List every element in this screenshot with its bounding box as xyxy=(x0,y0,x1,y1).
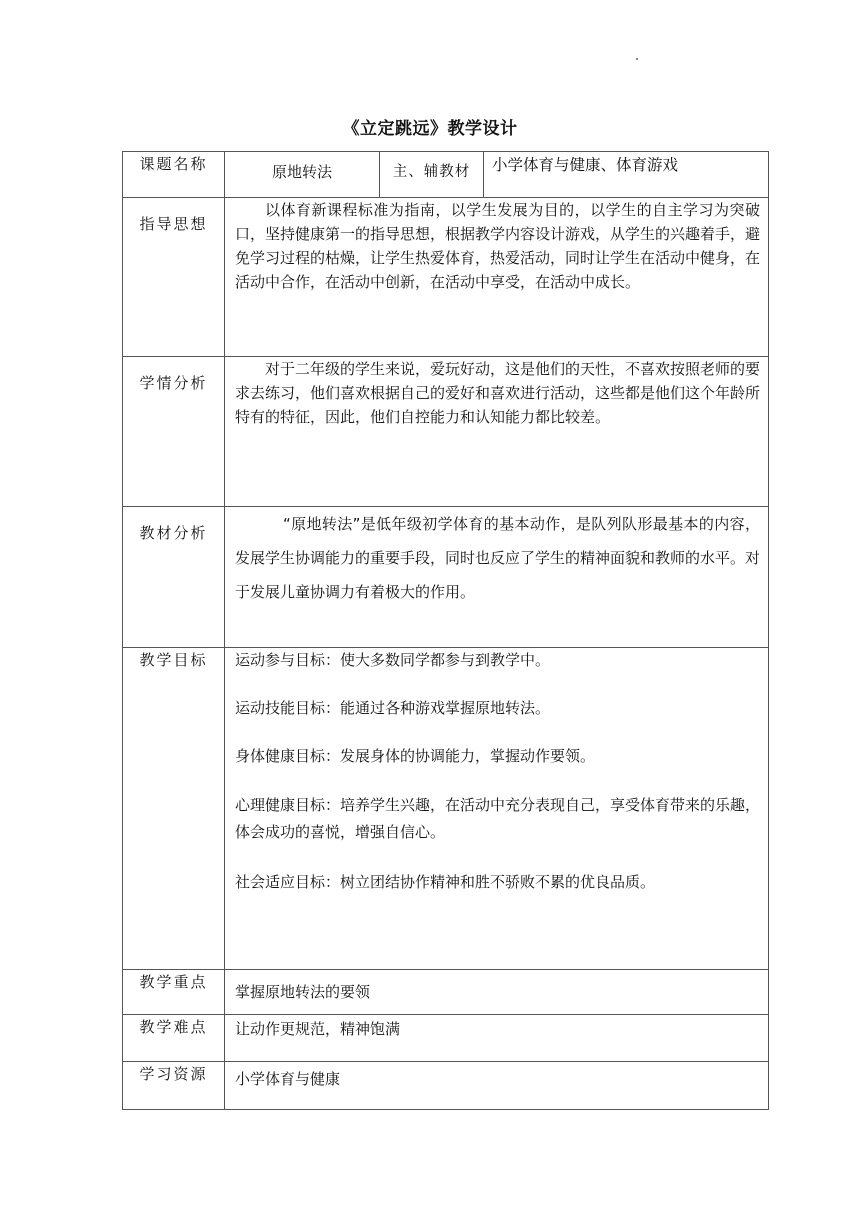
row-topic xyxy=(123,152,769,198)
difficulties-text: 让动作更规范，精神饱满 xyxy=(235,1020,401,1038)
label-guiding-thought: 指导思想 xyxy=(123,198,225,357)
row-difficulties xyxy=(123,1015,769,1062)
teaching-goals-cell xyxy=(225,648,769,970)
label-teaching-goals: 教学目标 xyxy=(123,648,225,970)
page-marker-dot xyxy=(636,58,638,60)
row-material-analysis xyxy=(123,507,769,648)
label-material-analysis: 教材分析 xyxy=(123,507,225,648)
goal-item: 社会适应目标：树立团结协作精神和胜不骄败不累的优良品质。 xyxy=(235,873,656,891)
goal-item: 心理健康目标：培养学生兴趣，在活动中充分表现自己，享受体育带来的乐趣，体会成功的喜悦，增强自信心。 xyxy=(235,796,761,841)
goal-item: 运动技能目标：能通过各种游戏掌握原地转法。 xyxy=(235,699,551,717)
document-title: 《立定跳远》教学设计 xyxy=(342,119,518,139)
key-points-cell xyxy=(225,970,769,1015)
material-analysis-cell xyxy=(225,507,769,648)
label-main-materials: 主、辅教材 xyxy=(380,152,484,198)
material-analysis-text: “原地转法”是低年级初学体育的基本动作，是队列队形最基本的内容，发展学生协调能力的重要手段，同时也反应了学生的精神面貌和教师的水平。对于发展儿童协调力有着极大的作用。 xyxy=(235,515,761,601)
label-topic-name: 课题名称 xyxy=(123,152,225,198)
row-guiding-thought xyxy=(123,198,769,357)
guiding-thought-text: 以体育新课程标准为指南，以学生发展为目的，以学生的自主学习为突破口，坚持健康第一的指导思想，根据教学内容设计游戏，从学生的兴趣着手，避免学习过程的枯燥，让学生热爱体育，热爱活动，同时让学生在活动中健身，在活动中合作，在活动中创新，在活动中享受，在活动中成长。 xyxy=(235,201,761,291)
row-key-points xyxy=(123,970,769,1015)
label-student-analysis: 学情分析 xyxy=(123,357,225,507)
label-learning-resources: 学习资源 xyxy=(123,1062,225,1110)
row-teaching-goals xyxy=(123,648,769,970)
topic-value: 原地转法 xyxy=(225,152,380,198)
goal-item: 运动参与目标：使大多数同学都参与到教学中。 xyxy=(235,651,551,669)
row-learning-resources xyxy=(123,1062,769,1110)
label-difficulties: 教学难点 xyxy=(123,1015,225,1062)
learning-resources-text: 小学体育与健康 xyxy=(235,1070,341,1088)
key-points-text: 掌握原地转法的要领 xyxy=(235,983,371,1001)
row-student-analysis xyxy=(123,357,769,507)
label-key-points: 教学重点 xyxy=(123,970,225,1015)
guiding-thought-cell xyxy=(225,198,769,357)
lesson-plan-table xyxy=(122,151,769,1110)
student-analysis-cell xyxy=(225,357,769,507)
difficulties-cell xyxy=(225,1015,769,1062)
main-materials-value: 小学体育与健康、体育游戏 xyxy=(484,152,769,198)
student-analysis-text: 对于二年级的学生来说，爱玩好动，这是他们的天性，不喜欢按照老师的要求去练习，他们喜欢根据自己的爱好和喜欢进行活动，这些都是他们这个年龄所特有的特征，因此，他们自控能力和认知能力都比较差。 xyxy=(235,360,761,426)
learning-resources-cell xyxy=(225,1062,769,1110)
teaching-goals-list xyxy=(225,648,768,894)
goal-item: 身体健康目标：发展身体的协调能力，掌握动作要领。 xyxy=(235,747,596,765)
